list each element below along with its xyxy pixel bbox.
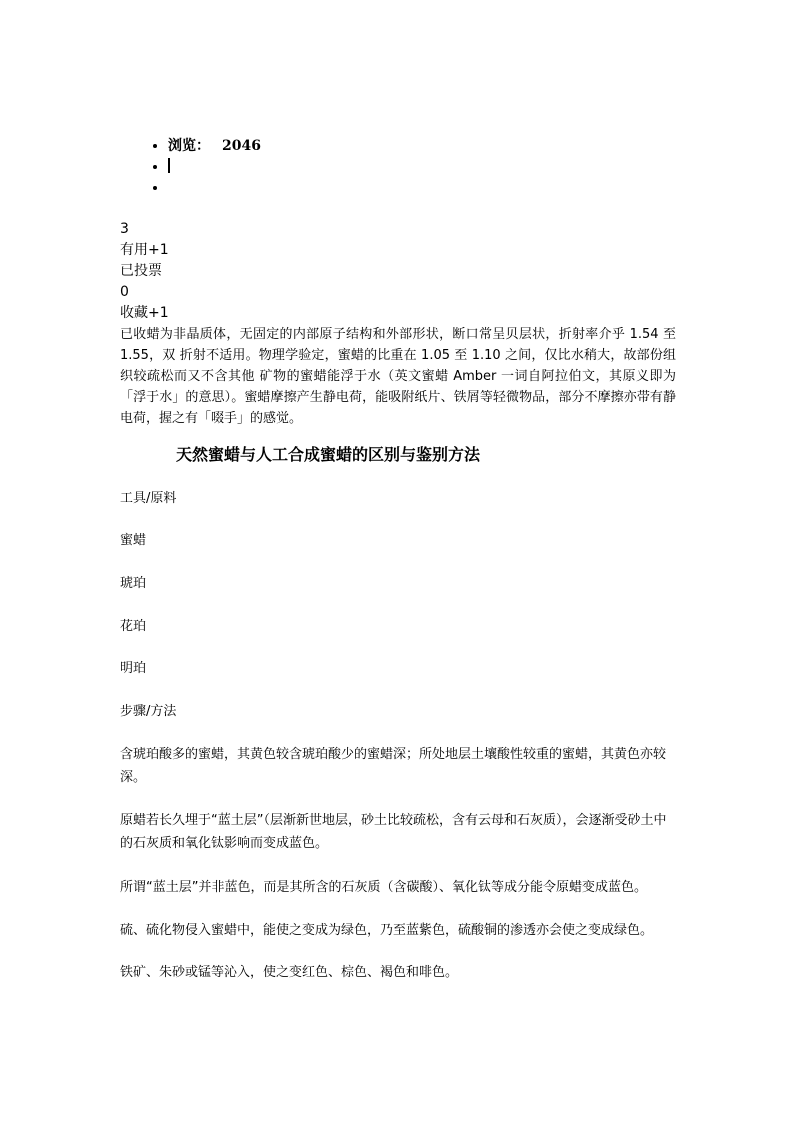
meta-list	[120, 136, 261, 199]
step-paragraph: 所谓“蓝土层”并非蓝色，而是其所含的石灰质（含碳酸）、氧化钛等成分能令原蜡变成蓝色。	[120, 880, 647, 895]
empty-item	[168, 178, 261, 199]
tool-item: 琥珀	[120, 576, 147, 591]
tool-item: 明珀	[120, 661, 147, 676]
vote-block	[120, 219, 680, 324]
views-item	[168, 136, 261, 157]
step-paragraph: 原蜡若长久埋于“蓝土层”（层渐新世地层，砂土比较疏松，含有云母和石灰质），会逐渐受砂土中的石灰质和氧化钛影响而变成蓝色。	[120, 813, 667, 851]
cursor-item	[168, 157, 261, 178]
steps-heading: 步骤/方法	[120, 704, 177, 719]
tool-item: 蜜蜡	[120, 533, 147, 548]
tools-heading: 工具/原料	[120, 491, 177, 506]
section-title: 天然蜜蜡与人工合成蜜蜡的区别与鉴别方法	[176, 445, 481, 464]
tool-item: 花珀	[120, 619, 147, 634]
favorite-count: 0	[120, 284, 129, 300]
views-label: 浏览：	[168, 138, 210, 154]
useful-button[interactable]: 有用+1	[120, 242, 169, 258]
voted-status: 已投票	[120, 263, 162, 279]
views-count: 2046	[222, 138, 261, 154]
step-paragraph: 含琥珀酸多的蜜蜡，其黄色较含琥珀酸少的蜜蜡深；所处地层土壤酸性较重的蜜蜡，其黄色亦较深。	[120, 747, 667, 785]
text-cursor	[168, 158, 170, 173]
intro-paragraph: 已收蜡为非晶质体，无固定的内部原子结构和外部形状，断口常呈贝层状，折射率介乎 1.54 至 1.55，双 折射不适用。物理学验定，蜜蜡的比重在 1.05 至 1.10 之间，仅比水稍大，故部份组织较疏松而又不含其他 矿物的蜜蜡能浮于水（英文蜜蜡 Amber 一词自阿拉伯文，其原义即为「浮于水」的意思）。蜜蜡摩擦产生静电荷，能吸附纸片、铁屑等轻微物品，部分不摩擦亦带有静电荷，握之有「啜手」的感觉。	[120, 327, 676, 426]
useful-count: 3	[120, 221, 129, 237]
step-paragraph: 铁矿、朱砂或锰等沁入，使之变红色、棕色、褐色和啡色。	[120, 965, 459, 980]
step-paragraph: 硫、硫化物侵入蜜蜡中，能使之变成为绿色，乃至蓝紫色，硫酸铜的渗透亦会使之变成绿色。	[120, 923, 654, 938]
favorite-button[interactable]: 收藏+1	[120, 305, 169, 321]
